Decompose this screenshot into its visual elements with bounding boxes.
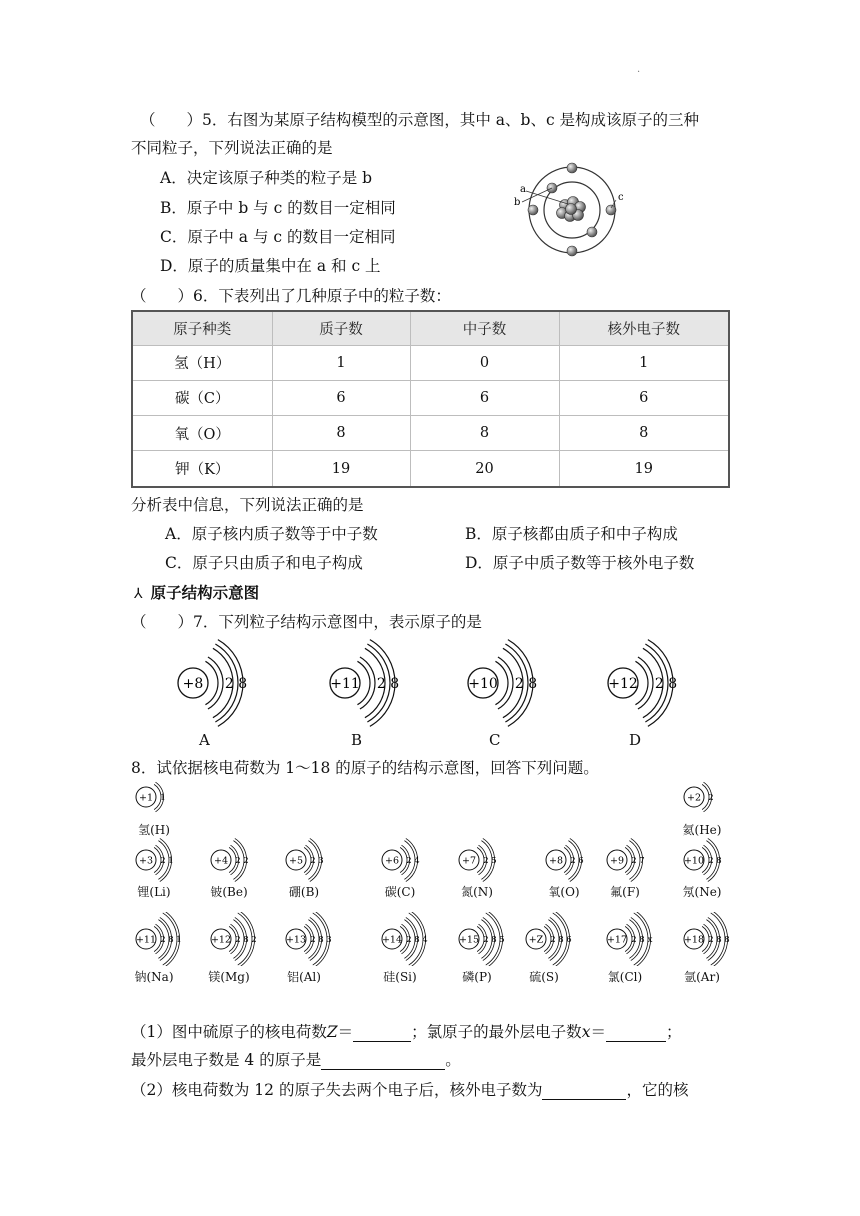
element-name: 钠(Na) — [134, 970, 174, 984]
shell-electron-count: 2 — [708, 935, 714, 945]
element-name: 铍(Be) — [210, 885, 248, 899]
element-name: 锂(Li) — [137, 885, 171, 899]
element-name: 硼(B) — [288, 885, 320, 899]
shell-electron-count: 8 — [243, 935, 249, 945]
table-cell: 氢（H） — [132, 345, 272, 380]
electron — [528, 205, 538, 215]
shell-electron-count: 2 — [406, 935, 412, 945]
q6-option-b: B．原子核都由质子和中子构成 — [465, 525, 678, 543]
nucleus-charge: +15 — [458, 934, 480, 946]
atom-diagram — [209, 833, 279, 887]
table-cell: 1 — [559, 345, 729, 380]
shell-electron-count: 8 — [716, 935, 722, 945]
electron — [567, 246, 577, 256]
electron — [587, 227, 597, 237]
q8-part2-line1: （2）核电荷数为 12 的原子失去两个电子后，核外电子数为 ，它的核 — [131, 1081, 689, 1099]
label-c: c — [618, 192, 624, 203]
table-cell: 19 — [559, 451, 729, 487]
nucleus-charge: +Z — [528, 934, 544, 946]
atom-diagram — [457, 912, 527, 966]
nucleus-charge: +10 — [468, 676, 498, 692]
electron — [567, 163, 577, 173]
shell-electron-count: 2 — [483, 856, 489, 866]
page-dot: . — [637, 64, 641, 75]
atom-model-diagram — [512, 158, 632, 262]
element-name: 氖(Ne) — [682, 885, 722, 899]
table-cell: 1 — [272, 345, 410, 380]
nucleus-charge: +1 — [138, 792, 154, 804]
tripod-icon: ⅄ — [134, 586, 143, 602]
choice-label: B — [351, 731, 363, 749]
shell-electron-count: 2 — [708, 856, 714, 866]
shell-arc — [205, 661, 218, 704]
atom-diagram — [134, 912, 204, 966]
element-name: 氟(F) — [610, 885, 640, 899]
particle-table — [131, 310, 730, 488]
nucleus-charge: +8 — [182, 676, 204, 692]
label-a: a — [520, 184, 526, 195]
shell-electron-count: 1 — [176, 935, 182, 945]
shell-electron-count: 2 — [406, 856, 412, 866]
table-cell: 6 — [272, 380, 410, 415]
table-cell: 19 — [272, 451, 410, 487]
nucleus-charge: +4 — [213, 855, 229, 867]
shell-electron-count: 2 — [310, 856, 316, 866]
table-header: 核外电子数 — [559, 311, 729, 345]
nucleus-charge: +13 — [285, 934, 307, 946]
shell-electrons: 2 8 — [654, 676, 678, 692]
shell-electrons: 2 8 — [514, 676, 538, 692]
element-name: 氩(Ar) — [684, 970, 720, 984]
table-cell: 0 — [410, 345, 559, 380]
q5-option-a: A．决定该原子种类的粒子是 b — [160, 169, 373, 187]
shell-electron-count: 2 — [235, 935, 241, 945]
shell-electron-count: 8 — [414, 935, 420, 945]
q5-option-c: C．原子中 a 与 c 的数目一定相同 — [160, 228, 396, 246]
element-name: 磷(P) — [462, 970, 492, 984]
shell-electron-count: 2 — [160, 856, 166, 866]
shell-electron-count: 8 — [639, 935, 645, 945]
table-cell: 8 — [559, 416, 729, 451]
nucleus-charge: +9 — [609, 855, 625, 867]
element-name: 镁(Mg) — [208, 970, 250, 984]
atom-diagram-d — [603, 638, 693, 728]
atom-diagram — [524, 912, 594, 966]
nucleus-charge: +14 — [381, 934, 403, 946]
answer-blank-electrons[interactable] — [542, 1083, 626, 1100]
nucleus-charge: +11 — [330, 676, 360, 692]
q6-option-c: C．原子只由质子和电子构成 — [165, 554, 363, 572]
shell-electron-count: 5 — [491, 856, 497, 866]
atom-diagram — [605, 833, 675, 887]
table-cell: 20 — [410, 451, 559, 487]
shell-electron-count: 4 — [422, 935, 428, 945]
shell-electron-count: 2 — [243, 856, 249, 866]
atom-diagram — [209, 912, 279, 966]
q5-stem-line2: 不同粒子，下列说法正确的是 — [131, 139, 333, 157]
shell-electron-count: 2 — [631, 856, 637, 866]
answer-blank-x[interactable] — [606, 1025, 666, 1042]
table-cell: 6 — [410, 380, 559, 415]
table-cell: 钾（K） — [132, 451, 272, 487]
q6-after: 分析表中信息，下列说法正确的是 — [131, 496, 364, 514]
atom-diagram-a — [173, 638, 263, 728]
shell-electron-count: 8 — [724, 935, 730, 945]
shell-electron-count: 7 — [639, 856, 645, 866]
atom-diagram — [134, 833, 204, 887]
q8-part1-line1: （1）图中硫原子的核电荷数Z＝ ；氯原子的最外层电子数x＝ ； — [131, 1023, 682, 1041]
atom-diagram — [380, 833, 450, 887]
table-row — [132, 345, 729, 380]
table-header: 中子数 — [410, 311, 559, 345]
shell-electron-count: 2 — [160, 935, 166, 945]
table-header: 原子种类 — [132, 311, 272, 345]
nucleus-charge: +12 — [608, 676, 638, 692]
nucleus-charge: +12 — [210, 934, 232, 946]
q6-option-d: D．原子中质子数等于核外电子数 — [465, 554, 695, 572]
shell-electron-count: 2 — [235, 856, 241, 866]
shell-electron-count: 3 — [326, 935, 332, 945]
choice-label: D — [629, 731, 642, 749]
nucleus-charge: +17 — [606, 934, 628, 946]
shell-electron-count: x — [647, 935, 653, 945]
q7-stem: （ ）7．下列粒子结构示意图中，表示原子的是 — [131, 613, 482, 631]
shell-electron-count: 8 — [716, 856, 722, 866]
answer-blank-z[interactable] — [353, 1025, 411, 1042]
q5-option-d: D．原子的质量集中在 a 和 c 上 — [160, 257, 381, 275]
nucleus-charge: +6 — [384, 855, 400, 867]
nucleus-charge: +5 — [288, 855, 304, 867]
table-row — [132, 451, 729, 487]
shell-electron-count: 3 — [318, 856, 324, 866]
table-cell: 碳（C） — [132, 380, 272, 415]
shell-electrons: 2 8 — [376, 676, 400, 692]
element-name: 氢(H) — [138, 823, 170, 837]
shell-electron-count: 5 — [499, 935, 505, 945]
shell-electrons: 2 8 — [224, 676, 248, 692]
atom-diagram — [457, 833, 527, 887]
shell-electron-count: 8 — [491, 935, 497, 945]
atom-diagram — [284, 833, 354, 887]
atom-diagram — [380, 912, 450, 966]
table-cell: 8 — [272, 416, 410, 451]
atom-diagram — [544, 833, 614, 887]
element-name: 氧(O) — [548, 885, 580, 899]
nucleus-charge: +10 — [683, 855, 705, 867]
table-header: 质子数 — [272, 311, 410, 345]
table-cell: 6 — [559, 380, 729, 415]
shell-electron-count: 2 — [631, 935, 637, 945]
nucleus-cluster — [557, 197, 586, 222]
shell-electron-count: 8 — [558, 935, 564, 945]
atom-diagram — [605, 912, 675, 966]
table-header-row — [132, 311, 729, 345]
q5-stem-line1: （ ）5．右图为某原子结构模型的示意图，其中 a、b、c 是构成该原子的三种 — [140, 111, 700, 129]
atom-diagram — [682, 770, 752, 824]
nucleus-charge: +7 — [461, 855, 477, 867]
element-name: 碳(C) — [384, 885, 416, 899]
choice-label: C — [489, 731, 501, 749]
shell-electron-count: 6 — [566, 935, 572, 945]
nucleus-charge: +2 — [686, 792, 702, 804]
shell-electron-count: 8 — [168, 935, 174, 945]
atom-diagram — [134, 770, 204, 824]
label-b: b — [514, 197, 521, 208]
shell-electron-count: 1 — [160, 793, 166, 803]
shell-electron-count: 6 — [578, 856, 584, 866]
q8-part1-line2: 最外层电子数是 4 的原子是 。 — [131, 1051, 461, 1069]
shell-electron-count: 4 — [414, 856, 420, 866]
atom-diagram-c — [463, 638, 553, 728]
nucleus-charge: +18 — [683, 934, 705, 946]
element-name: 氮(N) — [461, 885, 493, 899]
nucleus-charge: +11 — [135, 934, 157, 946]
choice-label: A — [199, 731, 210, 749]
answer-blank-atom4[interactable] — [321, 1053, 445, 1070]
atom-diagram — [682, 912, 752, 966]
element-name: 氦(He) — [682, 823, 722, 837]
table-row — [132, 380, 729, 415]
q5-option-b: B．原子中 b 与 c 的数目一定相同 — [160, 199, 396, 217]
section-title: ⅄ 原子结构示意图 — [134, 584, 260, 602]
table-cell: 氧（O） — [132, 416, 272, 451]
shell-electron-count: 2 — [310, 935, 316, 945]
electron — [606, 205, 616, 215]
q6-stem: （ ）6．下表列出了几种原子中的粒子数： — [131, 287, 451, 305]
shell-electron-count: 8 — [318, 935, 324, 945]
nucleus-charge: +8 — [548, 855, 564, 867]
atom-diagram-b — [325, 638, 415, 728]
element-name: 硅(Si) — [383, 970, 417, 984]
shell-electron-count: 2 — [483, 935, 489, 945]
atom-diagram — [284, 912, 354, 966]
table-cell: 8 — [410, 416, 559, 451]
table-row — [132, 416, 729, 451]
shell-electron-count: 2 — [550, 935, 556, 945]
q6-option-a: A．原子核内质子数等于中子数 — [165, 525, 378, 543]
shell-electron-count: 1 — [168, 856, 174, 866]
element-name: 氯(Cl) — [607, 970, 643, 984]
shell-electron-count: 2 — [251, 935, 257, 945]
q8-stem: 8．试依据核电荷数为 1～18 的原子的结构示意图，回答下列问题。 — [131, 759, 599, 777]
shell-electron-count: 2 — [570, 856, 576, 866]
shell-electron-count: 2 — [708, 793, 714, 803]
atom-diagram — [682, 833, 752, 887]
element-name: 铝(Al) — [287, 970, 321, 984]
nucleus-charge: +3 — [138, 855, 154, 867]
element-name: 硫(S) — [529, 970, 559, 984]
